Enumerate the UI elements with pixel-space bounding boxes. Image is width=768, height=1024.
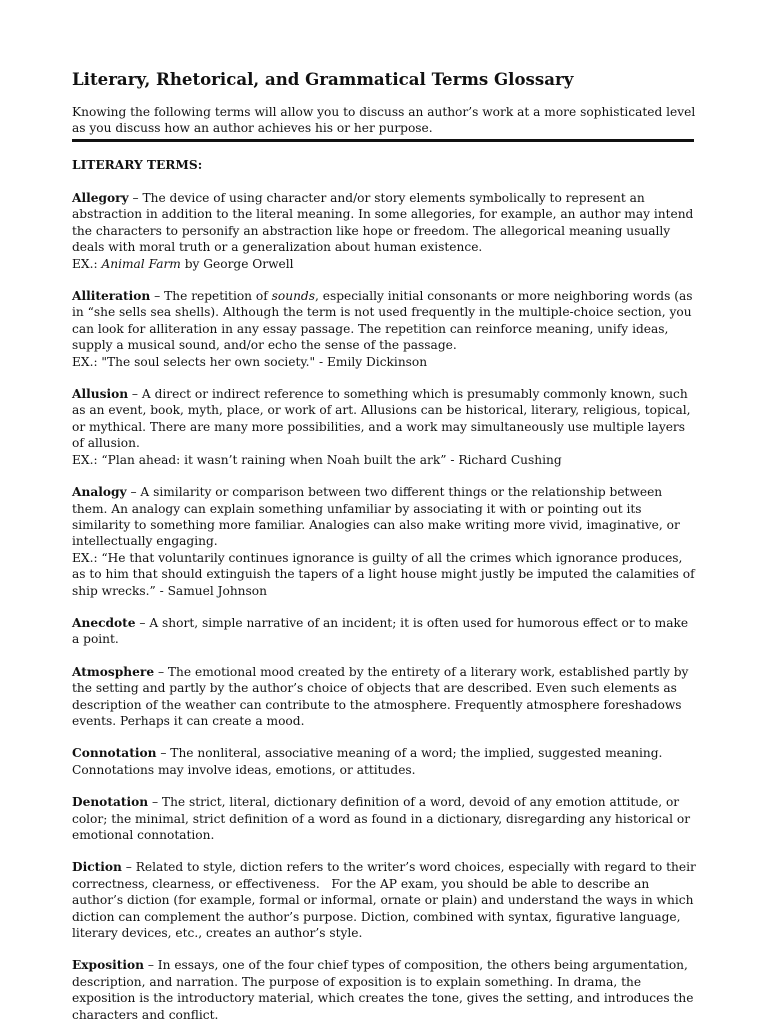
- term-name: Atmosphere: [72, 664, 155, 679]
- term-definition-text: – A direct or indirect reference to something which is presumably commonly known, such as an event, book, myth, place, or work of art. Allusions can be historical, literary, religious, topical, or mythical. There are many more possibilities, and a work may simultaneously use multiple layers of allusion.: [72, 387, 691, 451]
- example-prefix: EX.:: [72, 256, 102, 271]
- term-definition: [72, 615, 696, 648]
- term-name: Allegory: [72, 191, 129, 205]
- glossary-entry-exposition: [72, 957, 696, 1023]
- term-definition: [72, 794, 696, 843]
- term-definition-text: – Related to style, diction refers to the writer’s word choices, especially with regard to their correctness, clearness, or effectiveness. For the AP exam, you should be able to describe an author’s diction (for example, formal or informal, ornate or plain) and understand the ways in which diction can complement the author’s purpose. Diction, combined with syntax, figurative language, literary devices, etc., creates an author’s style.: [72, 860, 700, 941]
- term-example: [72, 256, 696, 272]
- term-definition-text: – In essays, one of the four chief types of composition, the others being argumentation, description, and narration. The purpose of exposition is to explain something. In drama, the exposition is the introductory material, which creates the tone, gives the setting, and introduces the characters and conflict.: [72, 958, 694, 1022]
- glossary-entry-denotation: [72, 794, 696, 843]
- glossary-entry-allegory: [72, 190, 696, 272]
- term-definition: [72, 190, 696, 256]
- term-definition-emphasis: sounds: [271, 289, 315, 304]
- term-name: Alliteration: [72, 289, 151, 304]
- glossary-entry-diction: [72, 859, 700, 941]
- term-definition-text: – The strict, literal, dictionary definition of a word, devoid of any emotion attitude, or color; the minimal, strict definition of a word as found in a dictionary, disregarding any historical or emotional connotation.: [72, 795, 691, 842]
- intro-paragraph: Knowing the following terms will allow you to discuss an author’s work at a more sophisticated level as you discuss how an author achieves his or her purpose.: [72, 105, 696, 135]
- term-name: Denotation: [72, 795, 149, 810]
- section-heading: LITERARY TERMS:: [72, 158, 203, 172]
- glossary-entry-anecdote: [72, 615, 696, 648]
- term-example: EX.: “Plan ahead: it wasn’t raining when Noah built the ark” - Richard Cushing: [72, 452, 562, 467]
- term-definition-text: – The device of using character and/or story elements symbolically to represent an abstraction in addition to the literal meaning. In some allegories, for example, an author may intend the characters to personify an abstraction like hope or freedom. The allegorical meaning usually deals with moral truth or a generalization about human existence.: [72, 191, 694, 255]
- term-definition: [72, 664, 696, 730]
- term-name: Diction: [72, 860, 122, 875]
- document-title: Literary, Rhetorical, and Grammatical Terms Glossary: [72, 69, 574, 89]
- term-definition: [72, 859, 700, 941]
- glossary-entry-alliteration: [72, 288, 696, 370]
- glossary-entry-analogy: [72, 484, 696, 599]
- term-definition: [72, 386, 696, 452]
- term-definition: [72, 745, 696, 778]
- term-definition-text: , especially initial consonants or more neighboring words (as in “she sells sea shells). Although the term is not used frequently in the multiple-choice section, you can look for alliteration in any essay passage. The repetition can reinforce meaning, unify ideas, supply a musical sound, and/or echo the sense of the passage.: [72, 289, 693, 353]
- term-definition: [72, 484, 696, 550]
- example-title: Animal Farm: [101, 256, 181, 271]
- title-divider: [72, 139, 694, 142]
- term-definition-text: – The emotional mood created by the entirety of a literary work, established partly by the setting and partly by the author’s choice of objects that are described. Even such elements as description of the weather can contribute to the atmosphere. Frequently atmosphere foreshadows events. Perhaps it can create a mood.: [72, 664, 689, 728]
- term-definition-text: – A similarity or comparison between two different things or the relationship between them. An analogy can explain something unfamiliar by associating it with or pointing out its similarity to something more familiar. Analogies can also make writing more vivid, imaginative, or intellectually engaging.: [72, 485, 680, 549]
- term-example: EX.: “He that voluntarily continues ignorance is guilty of all the crimes which ignorance produces, as to him that should extinguish the tapers of a light house might justly be imputed the calamities of ship wrecks.” - Samuel Johnson: [72, 550, 695, 598]
- term-definition: [72, 288, 696, 354]
- term-definition-text: – The nonliteral, associative meaning of a word; the implied, suggested meaning. Connotations may involve ideas, emotions, or attitudes.: [72, 746, 663, 777]
- example-author: by George Orwell: [180, 256, 294, 271]
- glossary-entry-allusion: [72, 386, 696, 468]
- glossary-entry-connotation: [72, 745, 696, 778]
- term-name: Analogy: [72, 485, 127, 500]
- term-example: EX.: "The soul selects her own society." - Emily Dickinson: [72, 354, 428, 369]
- term-definition-text: – The repetition of: [150, 289, 272, 304]
- term-name: Anecdote: [72, 615, 136, 630]
- term-definition: [72, 957, 696, 1023]
- term-definition-text: – A short, simple narrative of an incident; it is often used for humorous effect or to make a point.: [72, 615, 689, 647]
- term-name: Exposition: [72, 958, 144, 973]
- term-name: Connotation: [72, 746, 157, 761]
- term-name: Allusion: [72, 387, 129, 402]
- glossary-entry-atmosphere: [72, 664, 696, 730]
